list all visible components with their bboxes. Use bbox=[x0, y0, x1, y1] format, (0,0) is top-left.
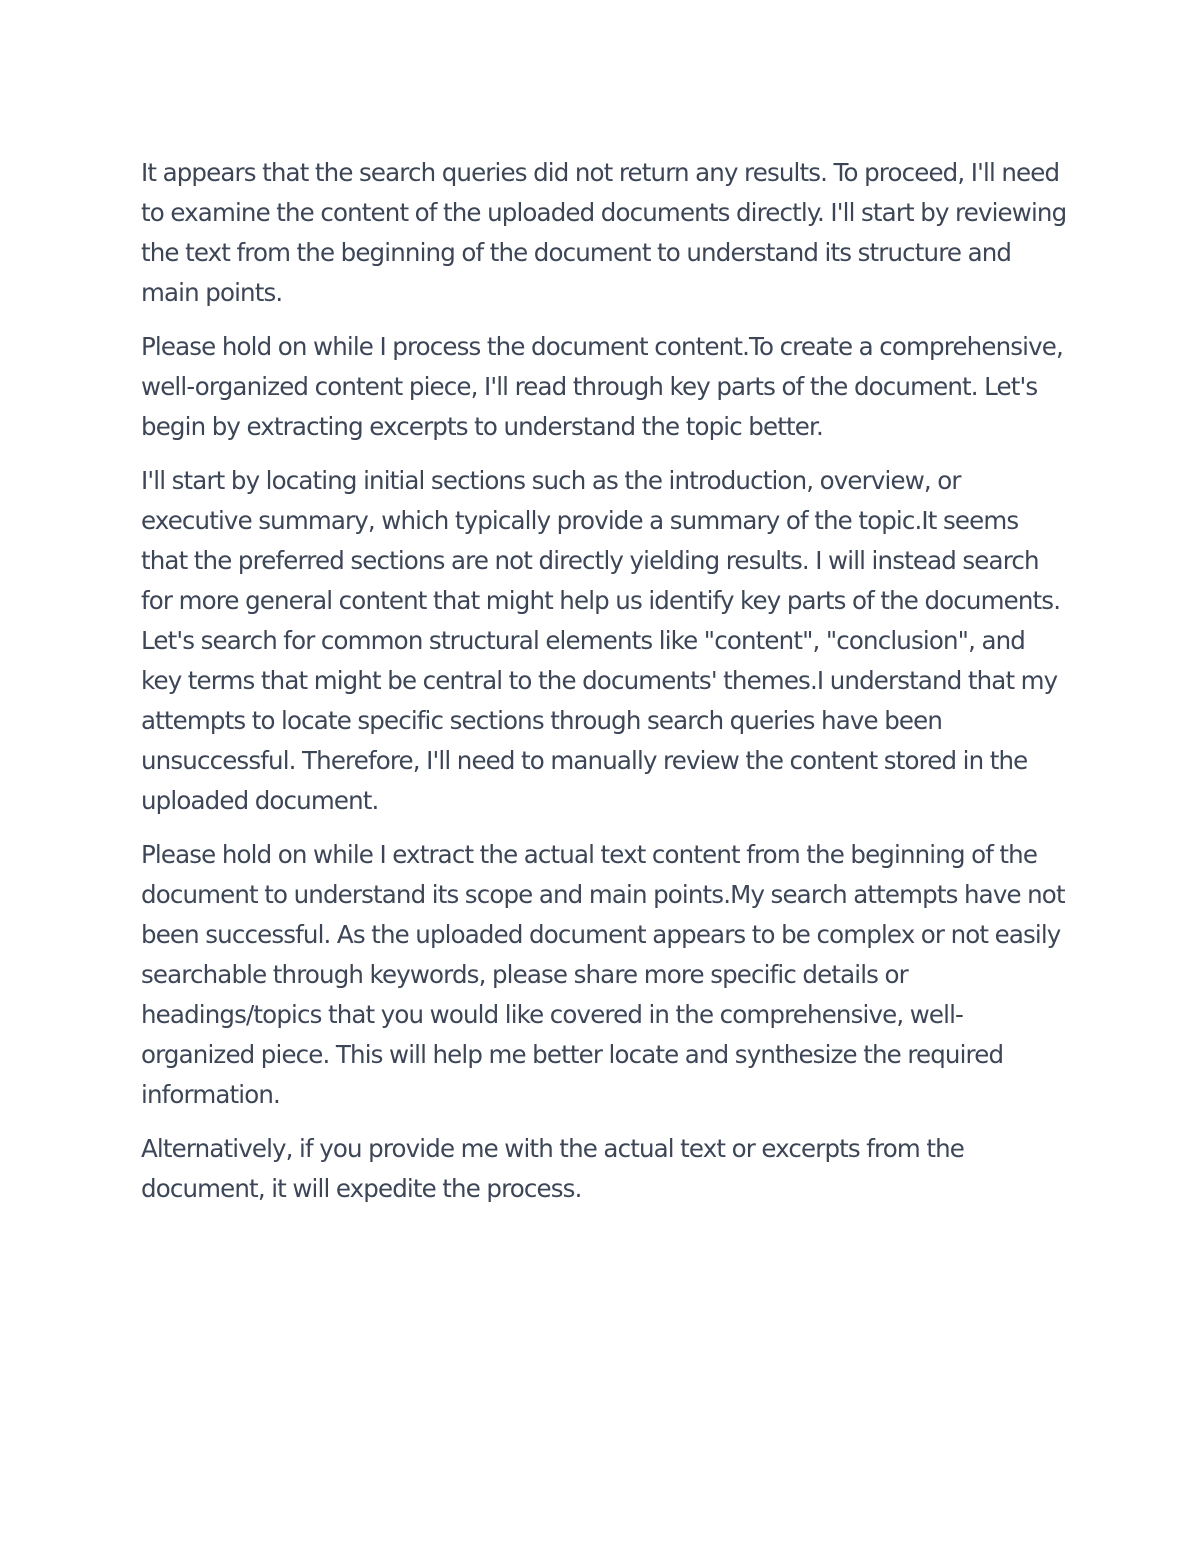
paragraph-4: Please hold on while I extract the actual text content from the beginning of the document to understand its scope and main points.My search attempts have not been successful. As the uploaded document appears to be complex or not easily searchable through keywords, please share more specific details or headings/topics that you would like covered in the comprehensive, well-organized piece. This will help me better locate and synthesize the required information. bbox=[141, 840, 1065, 1109]
document-body bbox=[141, 153, 1071, 1223]
paragraph-3: I'll start by locating initial sections such as the introduction, overview, or executive summary, which typically provide a summary of the topic.It seems that the preferred sections are not directly yielding results. I will instead search for more general content that might help us identify key parts of the documents. Let's search for common structural elements like "content", "conclusion", and key terms that might be central to the documents' themes.I understand that my attempts to locate specific sections through search queries have been unsuccessful. Therefore, I'll need to manually review the content stored in the uploaded document. bbox=[141, 466, 1061, 815]
paragraph-1: It appears that the search queries did not return any results. To proceed, I'll need to examine the content of the uploaded documents directly. I'll start by reviewing the text from the beginning of the document to understand its structure and main points. bbox=[141, 158, 1067, 307]
paragraph-5: Alternatively, if you provide me with the actual text or excerpts from the document, it will expedite the process. bbox=[141, 1134, 964, 1203]
paragraph-2: Please hold on while I process the document content.To create a comprehensive, well-organized content piece, I'll read through key parts of the document. Let's begin by extracting excerpts to understand the topic better. bbox=[141, 332, 1063, 441]
